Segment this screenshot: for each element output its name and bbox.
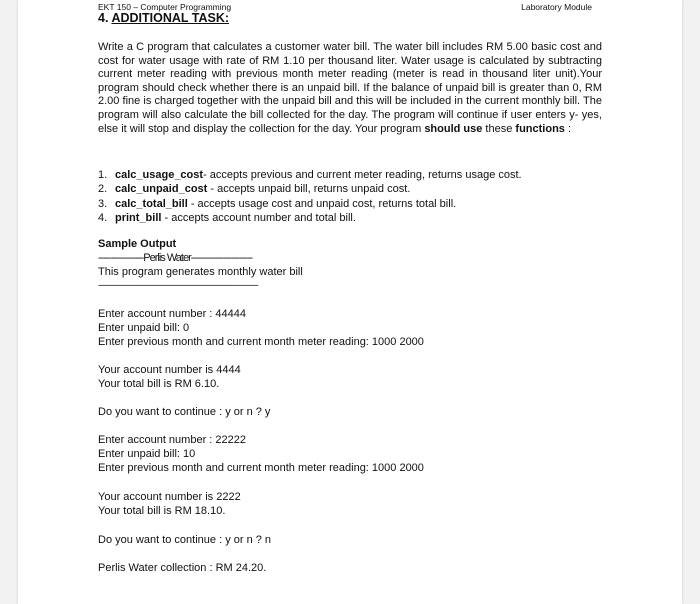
output-line: Enter previous month and current month meter reading: 1000 2000 (98, 336, 424, 348)
output-line: Enter previous month and current month meter reading: 1000 2000 (98, 462, 424, 474)
list-number: 1. (98, 169, 108, 181)
sample-banner: -----------------Perlis Water----------------------- (98, 252, 253, 264)
output-line: Enter unpaid bill: 0 (98, 322, 190, 334)
task-text-bold-1: should use (424, 122, 483, 135)
output-line: Enter account number : 44444 (98, 308, 246, 320)
task-text-2: these (482, 122, 516, 135)
list-item (98, 197, 618, 211)
document-page (18, 0, 682, 604)
list-item (98, 182, 618, 196)
function-list (98, 168, 618, 225)
output-line: Your total bill is RM 6.10. (98, 378, 220, 390)
list-item (98, 211, 618, 225)
output-line: Enter account number : 22222 (98, 434, 246, 446)
list-item (98, 168, 618, 182)
header-module: Laboratory Module (521, 2, 592, 12)
section-number: 4. (98, 11, 109, 25)
task-text-bold-2: functions (515, 122, 565, 135)
function-desc: - accepts usage cost and unpaid cost, returns total bill. (187, 197, 457, 210)
list-number: 2. (98, 183, 108, 196)
section-heading: ADDITIONAL TASK: (111, 11, 230, 25)
function-name: calc_usage_cost (115, 169, 204, 181)
output-line: Do you want to continue : y or n ? n (98, 534, 272, 546)
function-name: calc_unpaid_cost (115, 183, 208, 196)
sample-separator: -------------------------------------------------------------------------------- (98, 280, 258, 290)
output-line: Do you want to continue : y or n ? y (98, 406, 271, 418)
output-line: Your total bill is RM 18.10. (98, 505, 226, 517)
function-desc: - accepts account number and total bill. (161, 211, 356, 224)
task-description (98, 41, 602, 136)
list-number: 4. (98, 211, 108, 224)
output-line: Perlis Water collection : RM 24.20. (98, 562, 267, 574)
function-desc: - accepts unpaid bill, returns unpaid cost. (207, 183, 411, 196)
sample-intro-line: This program generates monthly water bill (98, 266, 303, 278)
function-name: calc_total_bill (115, 197, 188, 210)
function-desc: - accepts previous and current meter reading, returns usage cost. (203, 169, 522, 181)
task-text-1: Write a C program that calculates a customer water bill. The water bill includes RM 5.00 basic cost and cost for water usage with rate of RM 1.10 per thousand liter. Water usage is calculated by subtracting current meter reading with previous month meter reading (meter is read in thousand liter unit).Your program should check whether there is an unpaid bill. If the balance of unpaid bill is greater than 0, RM 2.00 fine is charged together with the unpaid bill and this will be included in the current monthly bill. The program will also calculate the bill collected for the day. The program will continue if user enters y- yes, else it will stop and display the collection for the day. Your program (98, 41, 602, 135)
output-line: Your account number is 4444 (98, 364, 241, 376)
output-line: Your account number is 2222 (98, 491, 241, 503)
header-course: EKT 150 – Computer Programming (98, 2, 232, 12)
output-line: Enter unpaid bill: 10 (98, 448, 196, 460)
function-name: print_bill (115, 211, 162, 224)
list-number: 3. (98, 197, 108, 210)
task-text-3: : (564, 122, 572, 135)
sample-output-heading: Sample Output (98, 238, 177, 250)
section-title (98, 11, 229, 25)
